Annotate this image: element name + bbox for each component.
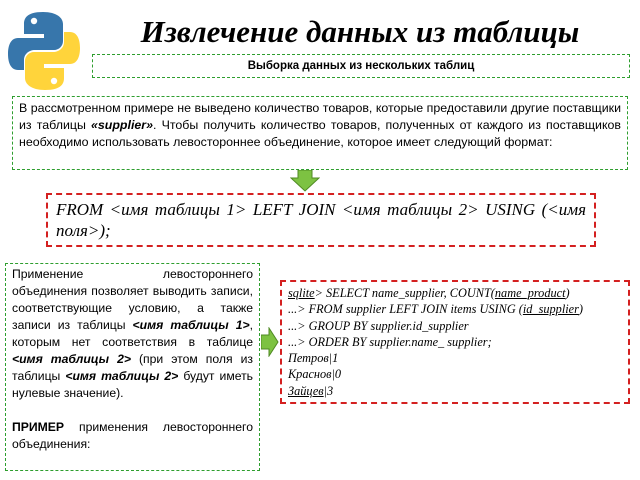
code-token: sqlite [288,286,315,300]
code-example-box [280,280,630,404]
code-token: > SELECT name_supplier, COUNT( [314,286,495,300]
code-line-7 [288,383,622,399]
example-label: ПРИМЕР [12,420,65,434]
explanation-box [5,263,260,471]
example-heading [12,419,253,453]
intro-text-part1: В рассмотренном примере не выведено количество товаров, которые предоставили другие поставщики из таблицы [19,101,621,132]
python-logo-icon [6,10,82,92]
arrow-down-icon [290,170,320,192]
code-token: ...> FROM supplier LEFT JOIN items USING ( [288,302,523,317]
explanation-keyword-1: <имя таблицы 1> [132,318,250,332]
code-token: ) [578,302,584,317]
explanation-keyword-3: <имя таблицы 2> [65,369,179,383]
code-line-1 [288,285,622,301]
syntax-format-box [46,193,596,247]
code-line-4: ...> ORDER BY supplier.name_ supplier; [288,334,492,349]
code-line-5: Петров|1 [288,351,339,366]
arrow-right-icon [261,327,279,357]
explanation-paragraph [12,266,253,402]
code-token: |3 [323,383,334,398]
intro-text-box [12,96,628,170]
explanation-text-4: будут иметь нулевые значение). [12,369,254,400]
explanation-text-2: , которым нет соответствия в таблице [12,318,253,349]
syntax-text: FROM <имя таблицы 1> LEFT JOIN <имя таблицы 2> USING (<имя поля>); [56,200,586,240]
code-token: name_product [494,286,566,300]
intro-keyword: «supplier» [91,118,153,132]
code-token: Зайцев [288,383,324,398]
code-line-3: ...> GROUP BY supplier.id_supplier [288,318,469,333]
code-line-6: Краснов|0 [288,367,342,382]
section-subtitle: Выборка данных из нескольких таблиц [92,54,630,78]
example-text: применения левостороннего объединения: [12,420,253,451]
intro-text-part2: . Чтобы получить количество товаров, полученных от каждого из поставщиков необходимо использовать левостороннее объединение, которое имеет следующий формат: [19,118,621,149]
explanation-keyword-2: <имя таблицы 2> [12,352,131,366]
code-token: ) [565,286,570,300]
page-title: Извлечение данных из таблицы [140,14,580,49]
explanation-text-1: Применение левостороннего объединения позволяет выводить записи, соответствующие условию, а также записи из таблицы [12,267,253,332]
explanation-text-3: (при этом поля из таблицы [12,352,253,383]
code-token: id_supplier [522,302,579,317]
code-line-2 [288,301,622,317]
